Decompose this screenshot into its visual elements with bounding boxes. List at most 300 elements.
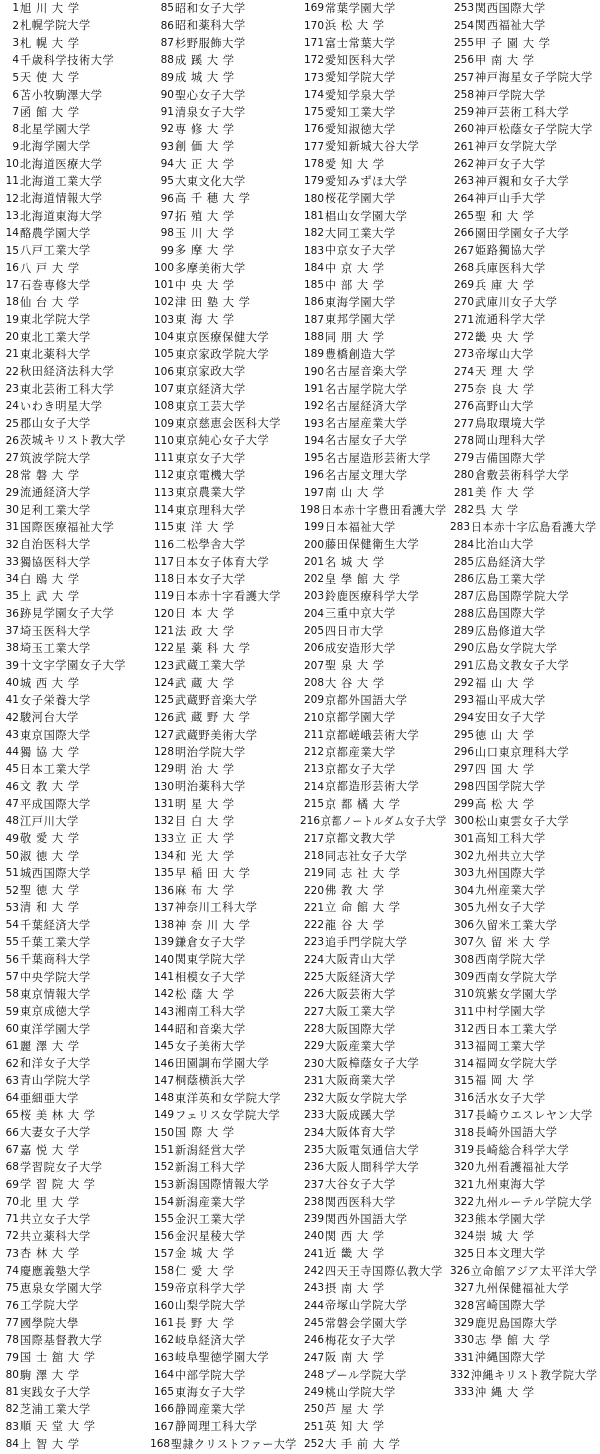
list-item xyxy=(300,69,450,86)
university-name: 活水女子大学 xyxy=(475,1091,546,1105)
item-number: 274 xyxy=(453,365,474,378)
list-item xyxy=(300,1055,450,1072)
list-item xyxy=(450,311,600,328)
item-number: 310 xyxy=(453,988,474,1001)
item-number: 219 xyxy=(303,867,324,880)
item-number: 143 xyxy=(153,1005,174,1018)
university-name: 中京女子大学 xyxy=(325,244,396,258)
university-name: 名古屋学院大学 xyxy=(325,382,408,396)
university-name: 城西国際大学 xyxy=(20,866,91,880)
university-name: 福 山 大 学 xyxy=(475,676,535,690)
list-item xyxy=(2,35,150,52)
university-name: 常葉学園大学 xyxy=(325,2,396,16)
item-number: 282 xyxy=(453,504,474,516)
list-item xyxy=(2,709,150,726)
item-number: 237 xyxy=(303,1178,324,1191)
item-number: 233 xyxy=(303,1109,324,1122)
university-name: 北海道工業大学 xyxy=(20,175,103,189)
university-name: 大妻女子大学 xyxy=(20,1126,91,1140)
university-name: 武庫川女子大学 xyxy=(475,296,558,310)
item-number: 186 xyxy=(303,296,324,309)
item-number: 264 xyxy=(453,192,474,205)
list-item xyxy=(450,848,600,865)
list-item xyxy=(300,467,450,484)
university-name: 茨城キリスト教大学 xyxy=(20,434,126,448)
item-number: 206 xyxy=(303,642,324,655)
list-item xyxy=(300,502,450,519)
list-item xyxy=(150,865,300,882)
university-name: 金沢工業大学 xyxy=(175,1212,246,1226)
list-item xyxy=(300,121,450,138)
university-name: 名古屋文理大学 xyxy=(325,469,408,483)
list-item xyxy=(150,1418,300,1435)
item-number: 46 xyxy=(5,780,19,793)
university-name: 東京国際大学 xyxy=(20,728,91,742)
item-number: 111 xyxy=(153,452,174,465)
university-name: 田園調布学園大学 xyxy=(175,1057,270,1071)
item-number: 53 xyxy=(5,901,19,914)
item-number: 117 xyxy=(153,555,174,568)
university-name: 淑 徳 大 学 xyxy=(20,849,80,863)
list-item xyxy=(150,138,300,155)
list-item xyxy=(450,121,600,138)
item-number: 301 xyxy=(453,832,474,845)
list-item xyxy=(450,554,600,571)
item-number: 326 xyxy=(450,1265,471,1278)
university-name: 愛知工業大学 xyxy=(325,105,396,119)
item-number: 277 xyxy=(453,417,474,430)
university-name: 国 士 舘 大 学 xyxy=(20,1351,96,1365)
item-number: 199 xyxy=(303,521,324,534)
item-number: 30 xyxy=(5,504,19,516)
list-item xyxy=(450,1021,600,1038)
item-number: 168 xyxy=(150,1438,171,1451)
university-name: 天 使 大 学 xyxy=(20,71,80,85)
item-number: 62 xyxy=(5,1057,19,1070)
item-number: 99 xyxy=(160,244,174,257)
university-name: 恵泉女学園大学 xyxy=(20,1282,103,1296)
list-item xyxy=(2,52,150,69)
list-item xyxy=(150,726,300,743)
university-name: 東海学園大学 xyxy=(325,296,396,310)
item-number: 177 xyxy=(303,140,324,153)
item-number: 252 xyxy=(303,1438,324,1451)
item-number: 92 xyxy=(160,123,174,136)
university-name: 山梨学院大学 xyxy=(175,1299,246,1313)
university-name: 鳥取環境大学 xyxy=(475,417,546,431)
university-name: 四 国 大 学 xyxy=(475,763,535,777)
item-number: 112 xyxy=(153,469,174,482)
university-name: 跡見学園女子大学 xyxy=(20,607,115,621)
list-item xyxy=(150,17,300,34)
university-name: 甲 南 大 学 xyxy=(475,53,535,67)
university-name: 福 岡 大 学 xyxy=(475,1074,535,1088)
list-item xyxy=(450,675,600,692)
list-item xyxy=(150,1349,300,1366)
university-name: 神戸山手大学 xyxy=(475,192,546,206)
list-item xyxy=(2,1003,150,1020)
university-name: 明治薬科大学 xyxy=(175,780,246,794)
university-name: 津 田 塾 大 学 xyxy=(175,296,251,310)
university-name: 成 蹊 大 学 xyxy=(175,53,235,67)
list-item xyxy=(450,35,600,52)
item-number: 2 xyxy=(12,19,19,32)
list-item xyxy=(150,104,300,121)
university-name: 神戸学院大学 xyxy=(475,88,546,102)
university-name: 東北芸術工科大学 xyxy=(20,382,115,396)
list-item xyxy=(150,1003,300,1020)
item-number: 275 xyxy=(453,382,474,395)
list-item xyxy=(2,1107,150,1124)
list-item xyxy=(300,104,450,121)
list-item xyxy=(150,536,300,553)
university-name: 中部学院大学 xyxy=(175,1368,246,1382)
university-name: 奈 良 大 学 xyxy=(475,382,535,396)
university-name: 京都産業大学 xyxy=(325,745,396,759)
university-name: 青山学院大学 xyxy=(20,1074,91,1088)
item-number: 262 xyxy=(453,158,474,171)
list-item xyxy=(300,415,450,432)
list-item xyxy=(300,1211,450,1228)
item-number: 50 xyxy=(5,849,19,862)
list-item xyxy=(450,761,600,778)
item-number: 162 xyxy=(153,1334,174,1347)
item-number: 269 xyxy=(453,279,474,292)
item-number: 89 xyxy=(160,71,174,84)
university-name: 酪農学園大学 xyxy=(20,226,91,240)
university-name: 九州保健福祉大学 xyxy=(475,1282,570,1296)
list-item xyxy=(150,882,300,899)
university-name: 関東学院大学 xyxy=(175,953,246,967)
item-number: 157 xyxy=(153,1247,174,1260)
university-name: 椙山女学園大学 xyxy=(325,209,408,223)
list-item xyxy=(300,432,450,449)
university-name: 聖 泉 大 学 xyxy=(325,659,385,673)
item-number: 20 xyxy=(5,331,19,344)
item-number: 288 xyxy=(453,607,474,620)
list-item xyxy=(300,156,450,173)
item-number: 113 xyxy=(153,486,174,499)
university-name: 大阪青山大学 xyxy=(325,953,396,967)
item-number: 257 xyxy=(453,71,474,84)
item-number: 10 xyxy=(5,158,19,171)
list-item xyxy=(150,35,300,52)
university-name: 順 天 堂 大 学 xyxy=(20,1420,96,1434)
university-name: 東京経済大学 xyxy=(175,382,246,396)
list-item xyxy=(450,640,600,657)
list-item xyxy=(300,588,450,605)
university-name: 神戸海星女子学院大学 xyxy=(475,71,593,85)
university-name: 女子栄養大学 xyxy=(20,693,91,707)
item-number: 91 xyxy=(160,106,174,119)
university-name: 昭和薬科大学 xyxy=(175,19,246,33)
university-name: 獨 協 大 学 xyxy=(20,745,80,759)
university-name: 中央学院大学 xyxy=(20,970,91,984)
item-number: 97 xyxy=(160,209,174,222)
list-item xyxy=(300,934,450,951)
list-item xyxy=(150,554,300,571)
item-number: 315 xyxy=(453,1074,474,1087)
item-number: 82 xyxy=(5,1403,19,1416)
list-item xyxy=(300,1107,450,1124)
university-name: 東京理科大学 xyxy=(175,503,246,517)
university-name: 岐阜経済大学 xyxy=(175,1333,246,1347)
item-number: 200 xyxy=(303,538,324,551)
list-item xyxy=(150,1401,300,1418)
item-number: 296 xyxy=(453,746,474,759)
list-item xyxy=(2,848,150,865)
list-item xyxy=(300,536,450,553)
item-number: 318 xyxy=(453,1126,474,1139)
item-number: 214 xyxy=(303,780,324,793)
list-item xyxy=(150,242,300,259)
university-name: 立命館アジア太平洋大学 xyxy=(471,1264,598,1278)
university-name: 九州看護福祉大学 xyxy=(475,1160,570,1174)
university-name: 西日本工業大学 xyxy=(475,1022,558,1036)
university-name: 東海女子大学 xyxy=(175,1385,246,1399)
list-item xyxy=(450,899,600,916)
list-item xyxy=(2,917,150,934)
university-name: 常 磐 大 学 xyxy=(20,469,80,483)
university-name: 天 理 大 学 xyxy=(475,365,535,379)
list-item xyxy=(150,0,300,17)
item-number: 247 xyxy=(303,1351,324,1364)
list-item xyxy=(2,744,150,761)
university-name: 東京電機大学 xyxy=(175,469,246,483)
item-number: 35 xyxy=(5,590,19,603)
university-name: 愛知淑徳大学 xyxy=(325,123,396,137)
item-number: 203 xyxy=(303,590,324,603)
university-name: 名古屋女子大学 xyxy=(325,434,408,448)
list-item xyxy=(300,623,450,640)
list-item xyxy=(300,1090,450,1107)
item-number: 110 xyxy=(153,434,174,447)
item-number: 217 xyxy=(303,832,324,845)
university-name: 久 留 米 大 学 xyxy=(475,936,551,950)
university-name: 自治医科大学 xyxy=(20,538,91,552)
list-item xyxy=(450,726,600,743)
university-name: 大阪女学院大学 xyxy=(325,1091,408,1105)
university-name: 国際医療福祉大学 xyxy=(20,520,115,534)
list-item xyxy=(150,467,300,484)
list-item xyxy=(300,986,450,1003)
university-name: 新潟国際情報大学 xyxy=(175,1178,270,1192)
item-number: 83 xyxy=(5,1420,19,1433)
item-number: 268 xyxy=(453,261,474,274)
item-number: 319 xyxy=(453,1143,474,1156)
university-name: 聖 徳 大 学 xyxy=(20,884,80,898)
university-name: 志 學 館 大 学 xyxy=(475,1333,551,1347)
list-item xyxy=(450,1090,600,1107)
list-item xyxy=(150,190,300,207)
list-item xyxy=(300,1436,450,1453)
list-item xyxy=(2,986,150,1003)
university-name: 明 星 大 学 xyxy=(175,797,235,811)
item-number: 235 xyxy=(303,1143,324,1156)
item-number: 159 xyxy=(153,1282,174,1295)
list-item xyxy=(300,848,450,865)
university-name: 大阪経済大学 xyxy=(325,970,396,984)
list-item xyxy=(300,778,450,795)
list-item xyxy=(150,381,300,398)
university-name: 岐阜聖徳学園大学 xyxy=(175,1351,270,1365)
list-item xyxy=(450,467,600,484)
university-name: 共立女子大学 xyxy=(20,1212,91,1226)
item-number: 5 xyxy=(12,71,19,84)
item-number: 293 xyxy=(453,694,474,707)
item-number: 236 xyxy=(303,1161,324,1174)
university-name: 杏 林 大 学 xyxy=(20,1247,80,1261)
item-number: 33 xyxy=(5,555,19,568)
item-number: 44 xyxy=(5,746,19,759)
list-item xyxy=(300,882,450,899)
list-item xyxy=(2,1142,150,1159)
item-number: 108 xyxy=(153,400,174,413)
item-number: 279 xyxy=(453,452,474,465)
university-name: 北海道医療大学 xyxy=(20,157,103,171)
item-number: 116 xyxy=(153,538,174,551)
university-name: 武 蔵 野 大 学 xyxy=(175,711,251,725)
list-item xyxy=(150,986,300,1003)
item-number: 208 xyxy=(303,676,324,689)
university-name: 相模女子大学 xyxy=(175,970,246,984)
list-item xyxy=(2,1176,150,1193)
list-item xyxy=(150,934,300,951)
list-item xyxy=(2,398,150,415)
list-item xyxy=(150,778,300,795)
university-name: 流通科学大学 xyxy=(475,313,546,327)
university-name: 旭 川 大 学 xyxy=(20,2,80,16)
university-name: 杉野服飾大学 xyxy=(175,36,246,50)
university-name: 吉備国際大学 xyxy=(475,451,546,465)
university-name: 追手門学院大学 xyxy=(325,936,408,950)
item-number: 180 xyxy=(303,192,324,205)
university-name: 岡山理科大学 xyxy=(475,434,546,448)
university-name: 八 戸 大 学 xyxy=(20,261,80,275)
list-item xyxy=(300,796,450,813)
list-item xyxy=(150,398,300,415)
list-item xyxy=(2,934,150,951)
item-number: 70 xyxy=(5,1195,19,1208)
university-name: 郡山女子大学 xyxy=(20,417,91,431)
list-item xyxy=(150,1280,300,1297)
university-name: 松 蔭 大 学 xyxy=(175,987,235,1001)
list-item xyxy=(450,1211,600,1228)
item-number: 9 xyxy=(12,140,19,153)
university-name: 四日市大学 xyxy=(325,624,384,638)
item-number: 155 xyxy=(153,1213,174,1226)
item-number: 137 xyxy=(153,901,174,914)
item-number: 196 xyxy=(303,469,324,482)
item-number: 193 xyxy=(303,417,324,430)
university-name: 福岡女学院大学 xyxy=(475,1057,558,1071)
list-item xyxy=(450,1176,600,1193)
list-item xyxy=(450,1142,600,1159)
item-number: 54 xyxy=(5,919,19,932)
list-item xyxy=(2,969,150,986)
university-name: 美 作 大 学 xyxy=(475,486,535,500)
item-number: 176 xyxy=(303,123,324,136)
item-number: 86 xyxy=(160,19,174,32)
list-item xyxy=(2,1124,150,1141)
university-name: 藤田保健衛生大学 xyxy=(325,538,420,552)
university-name: 園田学園女子大学 xyxy=(475,226,570,240)
university-name: 高野山大学 xyxy=(475,399,534,413)
university-name: 白 鴎 大 学 xyxy=(20,572,80,586)
item-number: 136 xyxy=(153,884,174,897)
list-item xyxy=(150,69,300,86)
university-name: 名 城 大 学 xyxy=(325,555,385,569)
item-number: 78 xyxy=(5,1334,19,1347)
item-number: 165 xyxy=(153,1386,174,1399)
list-item xyxy=(300,1245,450,1262)
university-name: 帝塚山大学 xyxy=(475,347,534,361)
item-number: 322 xyxy=(453,1195,474,1208)
item-number: 181 xyxy=(303,209,324,222)
university-name: 大東文化大学 xyxy=(175,175,246,189)
list-item xyxy=(300,640,450,657)
university-name: 安田女子大学 xyxy=(475,711,546,725)
list-item xyxy=(300,1315,450,1332)
item-number: 58 xyxy=(5,988,19,1001)
university-name: 愛知新城大谷大学 xyxy=(325,140,420,154)
university-name: 東邦学園大学 xyxy=(325,313,396,327)
item-number: 272 xyxy=(453,331,474,344)
university-name: 日本文理大学 xyxy=(475,1247,546,1261)
item-number: 109 xyxy=(153,417,174,430)
item-number: 23 xyxy=(5,382,19,395)
university-name: 愛知みずほ大学 xyxy=(325,175,408,189)
list-item xyxy=(450,294,600,311)
university-name: 東北工業大学 xyxy=(20,330,91,344)
item-number: 182 xyxy=(303,227,324,240)
item-number: 192 xyxy=(303,400,324,413)
university-name: 九州国際大学 xyxy=(475,866,546,880)
list-item xyxy=(2,761,150,778)
list-item xyxy=(300,242,450,259)
item-number: 231 xyxy=(303,1074,324,1087)
list-item xyxy=(300,1332,450,1349)
university-name: 豊橋創造大学 xyxy=(325,347,396,361)
item-number: 228 xyxy=(303,1022,324,1035)
list-item xyxy=(300,1176,450,1193)
item-number: 145 xyxy=(153,1040,174,1053)
item-number: 218 xyxy=(303,849,324,862)
list-item xyxy=(2,1418,150,1435)
item-number: 307 xyxy=(453,936,474,949)
university-name: 筑紫女学園大学 xyxy=(475,987,558,1001)
item-number: 164 xyxy=(153,1368,174,1381)
list-item xyxy=(2,138,150,155)
list-item xyxy=(150,1021,300,1038)
item-number: 57 xyxy=(5,971,19,984)
university-name: 東京家政大学 xyxy=(175,365,246,379)
list-item xyxy=(2,17,150,34)
university-name: 西南女学院大学 xyxy=(475,970,558,984)
list-item xyxy=(2,1436,150,1453)
item-number: 140 xyxy=(153,953,174,966)
list-item xyxy=(300,0,450,17)
university-name: 関 西 大 学 xyxy=(325,1230,385,1244)
list-item xyxy=(150,969,300,986)
university-name: 名古屋産業大学 xyxy=(325,417,408,431)
list-item xyxy=(150,225,300,242)
university-name: 京都外国語大学 xyxy=(325,693,408,707)
list-item xyxy=(300,363,450,380)
list-item xyxy=(450,1055,600,1072)
list-item xyxy=(2,623,150,640)
list-item xyxy=(150,277,300,294)
